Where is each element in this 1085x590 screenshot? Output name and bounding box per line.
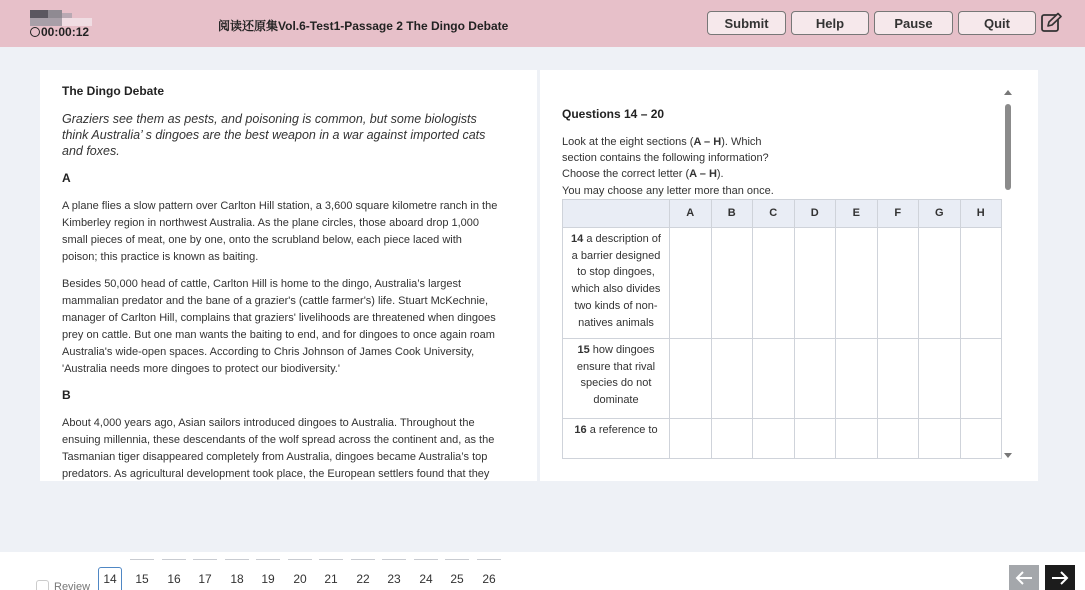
- answer-cell-14-d[interactable]: [794, 227, 836, 338]
- paragraph-b1: About 4,000 years ago, Asian sailors introduced dingoes to Australia. Throughout the ensuing millennia, these descendants of the wolf spread across the continent and, as the Tasmanian tiger disappeared completely from Australia, dingoes became Australia’s top predators. As agricultural development took place, the European settlers found that they: [62, 417, 495, 480]
- answer-cell-14-h[interactable]: [960, 227, 1002, 338]
- next-button[interactable]: [1045, 565, 1075, 590]
- answer-cell-14-b[interactable]: [711, 227, 753, 338]
- question-number-21[interactable]: 21: [319, 560, 343, 586]
- questions-instructions: [562, 134, 782, 199]
- question-row-16: [563, 418, 1002, 458]
- question-number-18[interactable]: 18: [225, 560, 249, 586]
- questions-title: Questions 14 – 20: [562, 107, 665, 121]
- question-row-15: [563, 338, 1002, 418]
- passage-content: [62, 84, 498, 481]
- answer-cell-14-c[interactable]: [753, 227, 795, 338]
- answer-cell-16-g[interactable]: [919, 418, 961, 458]
- answer-cell-15-g[interactable]: [919, 338, 961, 418]
- column-header-c: C: [753, 199, 795, 227]
- answer-cell-16-h[interactable]: [960, 418, 1002, 458]
- answer-cell-14-f[interactable]: [877, 227, 919, 338]
- question-number-17[interactable]: 17: [193, 560, 217, 586]
- pause-button[interactable]: Pause: [874, 11, 953, 35]
- answer-cell-16-e[interactable]: [836, 418, 878, 458]
- question-number-24[interactable]: 24: [414, 560, 438, 586]
- help-button[interactable]: Help: [791, 11, 869, 35]
- review-label: Review: [54, 580, 91, 590]
- answer-cell-15-f[interactable]: [877, 338, 919, 418]
- quit-button[interactable]: Quit: [958, 11, 1036, 35]
- column-header-h: H: [960, 199, 1002, 227]
- question-number-22[interactable]: 22: [351, 560, 375, 586]
- question-15-text: 15 how dingoes ensure that rival species do not dominate: [563, 338, 670, 418]
- instruction-line-3: You may choose any letter more than once.: [562, 184, 774, 197]
- column-header-g: G: [919, 199, 961, 227]
- edit-notes-icon[interactable]: [1040, 12, 1062, 34]
- question-number-19[interactable]: 19: [256, 560, 280, 586]
- question-number-23[interactable]: 23: [382, 560, 406, 586]
- blurred-logo: [30, 10, 92, 26]
- question-navigator: [0, 552, 1085, 590]
- question-number-15[interactable]: 15: [130, 560, 154, 586]
- question-number-20[interactable]: 20: [288, 560, 312, 586]
- answer-cell-14-a[interactable]: [670, 227, 712, 338]
- questions-panel: [540, 70, 1038, 481]
- arrow-left-icon: [1015, 570, 1033, 586]
- answer-cell-14-g[interactable]: [919, 227, 961, 338]
- column-header-f: F: [877, 199, 919, 227]
- timer-value: 00:00:12: [41, 25, 90, 39]
- question-number-14[interactable]: 14: [98, 567, 122, 590]
- arrow-right-icon: [1051, 570, 1069, 586]
- answer-cell-16-d[interactable]: [794, 418, 836, 458]
- table-header-blank: [563, 199, 670, 227]
- column-header-e: E: [836, 199, 878, 227]
- panel-bottom-mask: [540, 467, 1038, 481]
- review-checkbox[interactable]: [36, 580, 49, 590]
- section-b-heading: B: [62, 388, 71, 402]
- test-title: 阅读还原集Vol.6-Test1-Passage 2 The Dingo Debate: [218, 19, 509, 33]
- instruction-line-2: Choose the correct letter (A – H).: [562, 168, 724, 181]
- answer-cell-15-d[interactable]: [794, 338, 836, 418]
- answer-cell-16-a[interactable]: [670, 418, 712, 458]
- scroll-up-arrow-icon[interactable]: [1004, 90, 1012, 95]
- answer-cell-16-c[interactable]: [753, 418, 795, 458]
- top-bar: [0, 0, 1085, 47]
- column-header-a: A: [670, 199, 712, 227]
- question-14-text: 14 a description of a barrier designed to stop dingoes, which also divides two kinds of non-natives animals: [563, 227, 670, 338]
- answer-cell-16-f[interactable]: [877, 418, 919, 458]
- submit-button[interactable]: Submit: [707, 11, 786, 35]
- answer-cell-14-e[interactable]: [836, 227, 878, 338]
- passage-panel: [40, 70, 537, 481]
- paragraph-a1: A plane flies a slow pattern over Carlton Hill station, a 3,600 square kilometre ranch in the Kimberley region in northwest Australia. As the plane circles, those aboard drop 1,000 small pieces of meat, one by one, onto the scrubland below, each piece laced with poison; this practice is known as baiting.: [62, 200, 498, 263]
- scroll-down-arrow-icon[interactable]: [1004, 453, 1012, 458]
- passage-subtitle: Graziers see them as pests, and poisoning is common, but some biologists think Australia’ s dingoes are the best weapon in a war against imported cats and foxes.: [62, 112, 486, 158]
- timer: [30, 25, 89, 39]
- instruction-line-1: Look at the eight sections (A – H). Which section contains the following information?: [562, 136, 769, 165]
- answer-cell-15-c[interactable]: [753, 338, 795, 418]
- paragraph-a2: Besides 50,000 head of cattle, Carlton Hill is home to the dingo, Australia’s largest mammalian predator and the bane of a grazier's (cattle farmer's) life. Stuart McKechnie, manager of Carlton Hill, complains that graziers' livelihoods are threatened when dingoes prey on cattle. But one man wants the baiting to end, and for dingoes to once again roam Australia's wide-open spaces. According to Chris Johnson of James Cook University, 'Australia needs more dingoes to protect our biodiversity.': [62, 278, 496, 375]
- clock-icon: [30, 27, 40, 37]
- scrollbar-thumb[interactable]: [1005, 104, 1011, 190]
- answer-cell-15-b[interactable]: [711, 338, 753, 418]
- passage-title: The Dingo Debate: [62, 84, 165, 98]
- question-number-25[interactable]: 25: [445, 560, 469, 586]
- section-a-heading: A: [62, 171, 71, 185]
- question-16-text: 16 a reference to: [563, 418, 670, 458]
- question-row-14: [563, 227, 1002, 338]
- column-header-b: B: [711, 199, 753, 227]
- answer-cell-15-a[interactable]: [670, 338, 712, 418]
- answer-cell-15-e[interactable]: [836, 338, 878, 418]
- review-toggle[interactable]: [36, 580, 90, 590]
- answer-cell-15-h[interactable]: [960, 338, 1002, 418]
- column-header-d: D: [794, 199, 836, 227]
- table-header-row: [563, 199, 1002, 227]
- answer-cell-16-b[interactable]: [711, 418, 753, 458]
- previous-button[interactable]: [1009, 565, 1039, 590]
- matching-table: [562, 199, 1002, 459]
- question-number-16[interactable]: 16: [162, 560, 186, 586]
- questions-content: [562, 107, 1002, 459]
- question-number-26[interactable]: 26: [477, 560, 501, 586]
